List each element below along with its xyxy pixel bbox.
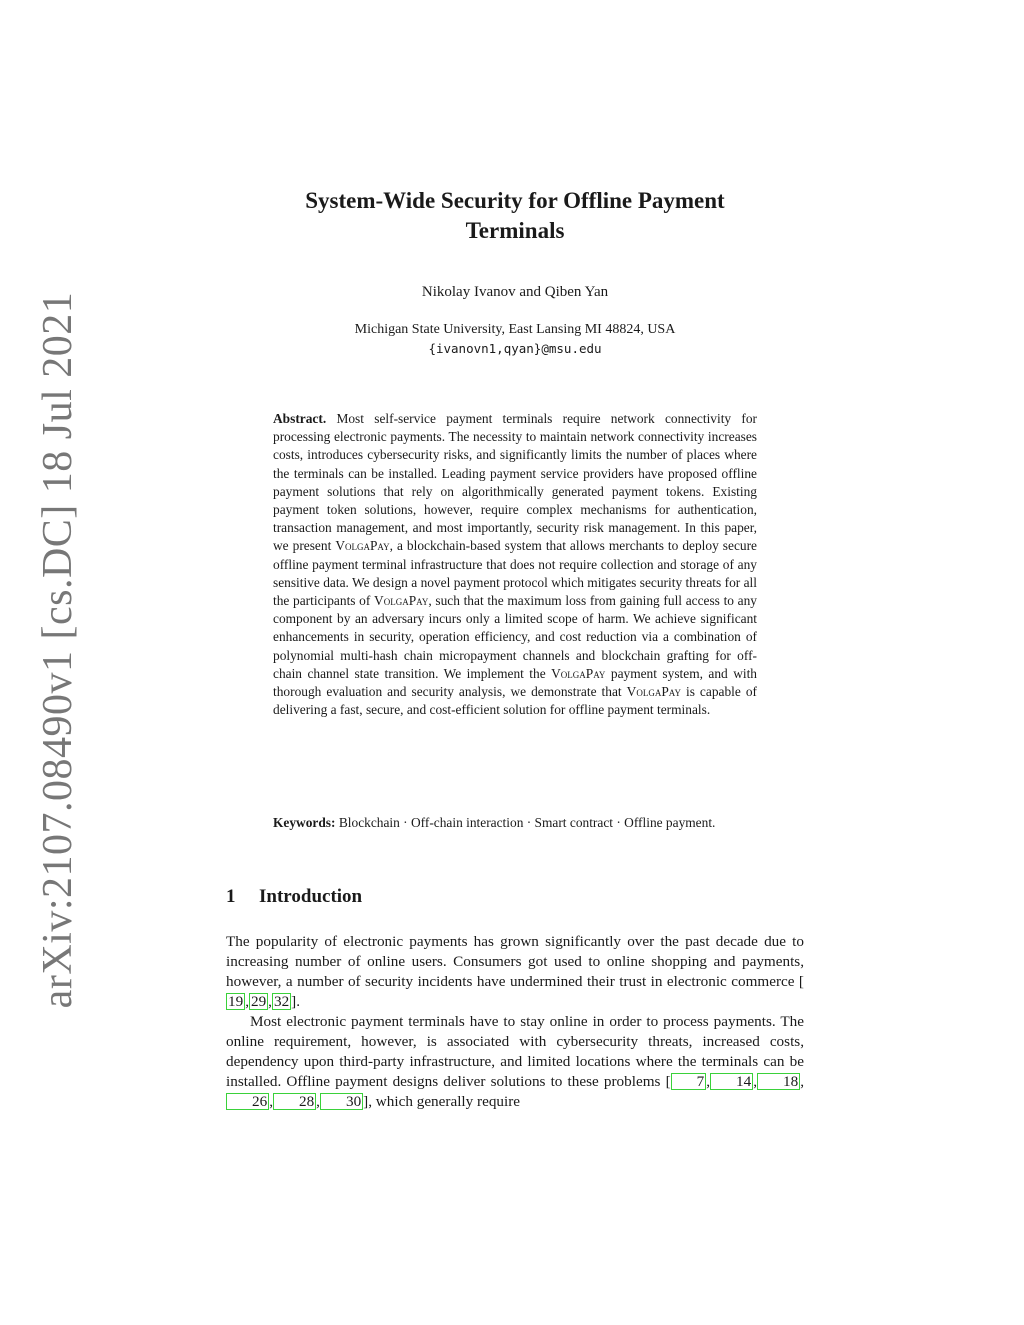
keywords-text: Blockchain · Off-chain interaction · Smart contract · Offline payment. (338, 815, 716, 830)
intro-p1-text: The popularity of electronic payments has grown significantly over the past decade due to increasing number of online users. Consumers got used to online shopping and payments, however, a number of security incidents have undermined their trust in electronic commerce [ (226, 933, 804, 990)
paper-title (230, 186, 800, 246)
keywords-label: Keywords: (273, 815, 336, 830)
keywords (273, 814, 757, 832)
citation-link[interactable]: 7 (671, 1073, 707, 1090)
citation-link[interactable]: 30 (320, 1093, 363, 1110)
affiliation-block (230, 320, 800, 359)
abstract (273, 410, 757, 719)
citation-link[interactable]: 28 (273, 1093, 316, 1110)
introduction-body (226, 932, 804, 1112)
section-number: 1 (226, 886, 236, 907)
intro-paragraph-2: Most electronic payment terminals have to stay online in order to process payments. The online requirement, however, is associated with cybersecurity threats, increased costs, dependency upon third-party infrastructure, and limited locations where the terminals can be installed. Offline payment designs deliver solutions to these problems [ 7 , 14 , 18 ,26 , 28 , 30 ], which generally require (226, 1013, 804, 1110)
system-name: VolgaPay (626, 684, 681, 700)
section-title: Introduction (259, 886, 363, 907)
system-name: VolgaPay (374, 593, 429, 609)
section-heading (226, 886, 362, 908)
abstract-text-4: payment system, and with thorough evaluation and security analysis, we demonstrate that (273, 665, 757, 700)
authors: Nikolay Ivanov and Qiben Yan (421, 284, 609, 300)
affiliation: Michigan State University, East Lansing MI 48824, USA (354, 322, 676, 337)
intro-p1-end: ]. (291, 993, 301, 1010)
title-line-2: Terminals (465, 218, 565, 243)
citation-link[interactable]: 18 (757, 1073, 800, 1090)
abstract-text-2: , a blockchain-based system that allows merchants to deploy secure offline payment terminal infrastructure that does not require collection and storage of any sensitive data. We design a novel payment protocol which mitigates security threats for all the participants of (273, 538, 758, 609)
intro-p2-end: ], which generally require (363, 1093, 521, 1110)
system-name: VolgaPay (335, 538, 390, 554)
abstract-text-1: Most self-service payment terminals require network connectivity for processing electronic payments. The necessity to maintain network connectivity increases costs, introduces cybersecurity risks, and significantly limits the number of places where the terminals can be installed. Leading payment service providers have proposed offline payment solutions that rely on algorithmically generated payment tokens. Existing payment token solutions, however, require complex mechanisms for authentication, transaction management, and most importantly, security risk management. In this paper, we present (273, 411, 757, 554)
title-line-1: System-Wide Security for Offline Payment (305, 188, 725, 213)
intro-p2-text: Most electronic payment terminals have to stay online in order to process payments. The online requirement, however, is associated with cybersecurity threats, increased costs, dependency upon third-party infrastructure, and limited locations where the terminals can be installed. Offline payment designs deliver solutions to these problems [ (226, 1013, 804, 1090)
abstract-text-5: is capable of delivering a fast, secure, and cost-efficient solution for offline payment terminals. (273, 684, 757, 718)
intro-paragraph-1: The popularity of electronic payments has grown significantly over the past decade due to increasing number of online users. Consumers got used to online shopping and payments, however, a number of security incidents have undermined their trust in electronic commerce [19 , 29 , 32 ]. (226, 933, 804, 1010)
citation-link[interactable]: 26 (226, 1093, 269, 1110)
citation-link[interactable]: 14 (710, 1073, 753, 1090)
arxiv-identifier-text: arXiv:2107.08490v1 [cs.DC] 18 Jul 2021 (35, 291, 81, 1009)
citation-link[interactable]: 29 (250, 993, 267, 1010)
system-name: VolgaPay (551, 665, 606, 681)
abstract-text-3: , such that the maximum loss from gaining full access to any component by an adversary incurs only a limited scope of harm. We achieve significant enhancements in security, operation efficiency, and cost reduction via a combination of polynomial multi-hash chain micropayment channels and blockchain grafting for off-chain channel state transition. We implement the (273, 593, 758, 681)
citation-link[interactable]: 32 (273, 993, 290, 1010)
citation-link[interactable]: 19 (228, 993, 244, 1010)
author-email: {ivanovn1,qyan}@msu.edu (428, 341, 602, 356)
abstract-label: Abstract. (273, 411, 327, 426)
